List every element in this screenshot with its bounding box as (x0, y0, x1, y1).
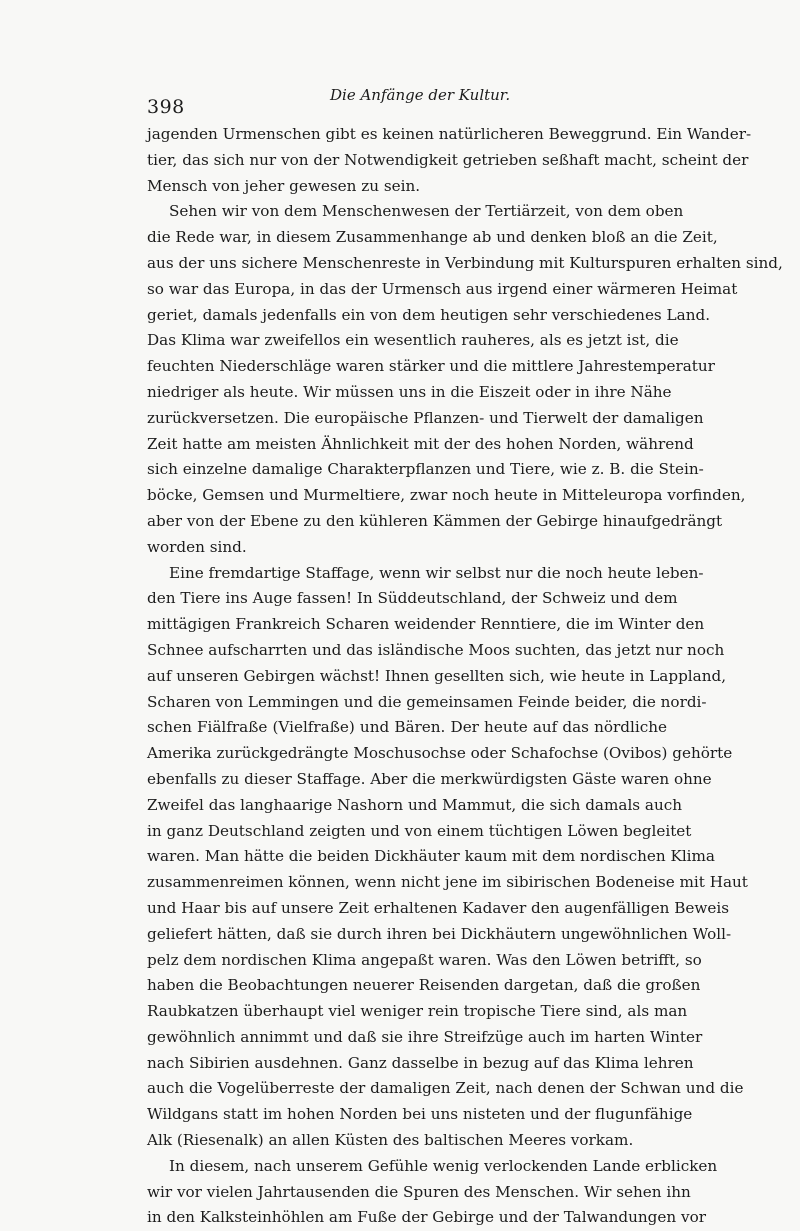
text-line: den Tiere ins Auge fassen! In Süddeutschland, der Schweiz und dem (147, 589, 678, 608)
paragraph (147, 122, 752, 199)
text-line: in den Kalksteinhöhlen am Fuße der Gebirge und der Talwandungen vor (147, 1208, 706, 1227)
text-line: böcke, Gemsen und Murmeltiere, zwar noch heute in Mitteleuropa vorfinden, (147, 486, 746, 505)
text-line: zurückversetzen. Die europäische Pflanzen- und Tierwelt der damaligen (147, 408, 704, 427)
text-line: aus der uns sichere Menschenreste in Verbindung mit Kulturspuren erhalten sind, (147, 253, 783, 272)
text-line: waren. Man hätte die beiden Dickhäuter kaum mit dem nordischen Klima (147, 847, 715, 866)
paragraph (147, 1154, 718, 1231)
text-line: tier, das sich nur von der Notwendigkeit getrieben seßhaft macht, scheint der (147, 150, 749, 169)
page-number: 398 (147, 96, 185, 118)
text-line: auf unseren Gebirgen wächst! Ihnen gesellten sich, wie heute in Lappland, (147, 666, 727, 685)
text-line: geriet, damals jedenfalls ein von dem heutigen sehr verschiedenes Land. (147, 305, 711, 324)
text-line: haben die Beobachtungen neuerer Reisenden dargetan, daß die großen (147, 976, 701, 995)
text-line: so war das Europa, in das der Urmensch aus irgend einer wärmeren Heimat (147, 279, 738, 298)
text-line: Das Klima war zweifellos ein wesentlich rauheres, als es jetzt ist, die (147, 331, 679, 350)
text-line: geliefert hätten, daß sie durch ihren bei Dickhäutern ungewöhnlichen Woll- (147, 924, 732, 943)
text-line: Wildgans statt im hohen Norden bei uns nisteten und der flugunfähige (147, 1105, 693, 1124)
text-line: Alk (Riesenalk) an allen Küsten des baltischen Meeres vorkam. (147, 1131, 634, 1150)
text-line: zusammenreimen können, wenn nicht jene im sibirischen Bodeneise mit Haut (147, 873, 748, 892)
body-text (147, 122, 783, 1231)
text-line: Raubkatzen überhaupt viel weniger rein tropische Tiere sind, als man (147, 1002, 688, 1021)
text-line: sich einzelne damalige Charakterpflanzen und Tiere, wie z. B. die Stein- (147, 460, 704, 479)
text-line: und Haar bis auf unsere Zeit erhaltenen Kadaver den augenfälligen Beweis (147, 898, 730, 917)
text-line: Schnee aufscharrten und das isländische Moos suchten, das jetzt nur noch (147, 640, 725, 659)
text-line: Eine fremdartige Staffage, wenn wir selbst nur die noch heute leben- (169, 563, 704, 582)
paragraph (147, 561, 748, 1154)
text-line: worden sind. (147, 537, 247, 556)
text-line: Zweifel das langhaarige Nashorn und Mammut, die sich damals auch (147, 795, 683, 814)
text-line: feuchten Niederschläge waren stärker und die mittlere Jahrestemperatur (147, 357, 715, 376)
text-line: nach Sibirien ausdehnen. Ganz dasselbe in bezug auf das Klima lehren (147, 1053, 694, 1072)
text-line: Scharen von Lemmingen und die gemeinsamen Feinde beider, die nordi- (147, 692, 707, 711)
text-line: auch die Vogelüberreste der damaligen Zeit, nach denen der Schwan und die (147, 1079, 744, 1098)
text-line: in ganz Deutschland zeigten und von einem tüchtigen Löwen begleitet (147, 821, 692, 840)
running-title: Die Anfänge der Kultur. (330, 86, 511, 104)
text-line: aber von der Ebene zu den kühleren Kämmen der Gebirge hinaufgedrängt (147, 511, 723, 530)
text-line: niedriger als heute. Wir müssen uns in die Eiszeit oder in ihre Nähe (147, 382, 672, 401)
text-line: die Rede war, in diesem Zusammenhange ab und denken bloß an die Zeit, (147, 228, 718, 247)
text-line: Amerika zurückgedrängte Moschusochse oder Schafochse (Ovibos) gehörte (147, 744, 733, 763)
text-line: schen Fiälfraße (Vielfraße) und Bären. Der heute auf das nördliche (147, 718, 667, 737)
text-line: In diesem, nach unserem Gefühle wenig verlockenden Lande erblicken (169, 1156, 718, 1175)
text-line: mittägigen Frankreich Scharen weidender Renntiere, die im Winter den (147, 615, 705, 634)
text-line: Mensch von jeher gewesen zu sein. (147, 176, 421, 195)
text-line: ebenfalls zu dieser Staffage. Aber die merkwürdigsten Gäste waren ohne (147, 769, 712, 788)
text-line: pelz dem nordischen Klima angepaßt waren. Was den Löwen betrifft, so (147, 950, 702, 969)
text-line: gewöhnlich annimmt und daß sie ihre Streifzüge auch im harten Winter (147, 1027, 703, 1046)
text-line: wir vor vielen Jahrtausenden die Spuren des Menschen. Wir sehen ihn (147, 1182, 691, 1201)
text-line: Sehen wir von dem Menschenwesen der Tertiärzeit, von dem oben (169, 202, 684, 221)
text-line: jagenden Urmenschen gibt es keinen natürlicheren Beweggrund. Ein Wander- (147, 125, 752, 143)
paragraph (147, 199, 783, 560)
text-line: Zeit hatte am meisten Ähnlichkeit mit der des hohen Norden, während (147, 434, 694, 453)
